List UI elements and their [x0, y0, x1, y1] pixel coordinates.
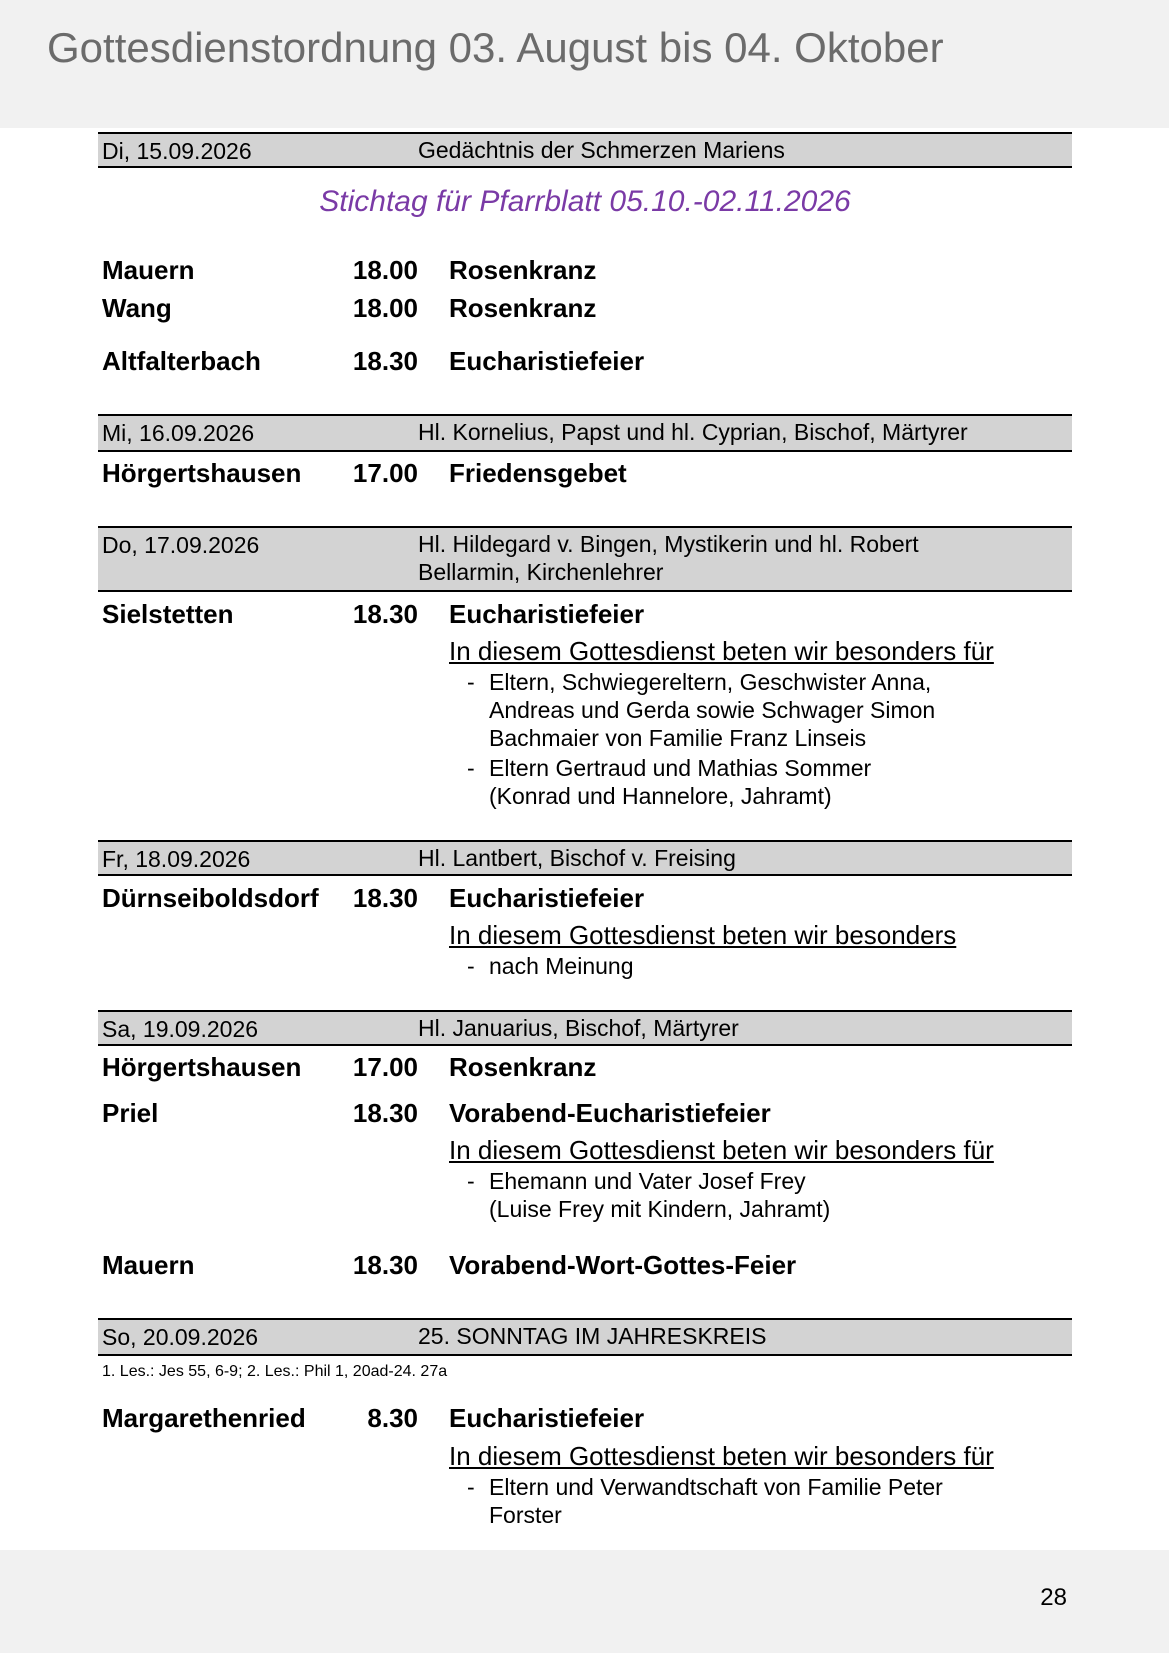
day-date: Mi, 16.09.2026: [102, 420, 255, 446]
service-time: 18.00: [352, 293, 418, 323]
intention-line: nach Meinung: [489, 953, 634, 979]
service-location: Mauern: [102, 255, 195, 285]
intention-line: (Konrad und Hannelore, Jahramt): [489, 783, 832, 809]
intention-line: (Luise Frey mit Kindern, Jahramt): [489, 1196, 831, 1222]
intention-item: - Eltern, Schwiegereltern, Geschwister Anna, Andreas und Gerda sowie Schwager Simon Bachmaier von Familie Franz Linseis: [467, 669, 936, 751]
service-location: Margarethenried: [102, 1403, 306, 1433]
intention-heading: In diesem Gottesdienst beten wir besonders für: [449, 636, 994, 666]
page-number: 28: [1040, 1584, 1067, 1611]
service-time: 18.00: [352, 255, 418, 285]
service-event: Eucharistiefeier: [449, 1403, 645, 1433]
day-date: Fr, 18.09.2026: [102, 846, 251, 872]
service-event: Friedensgebet: [449, 458, 627, 488]
intention-line: Eltern, Schwiegereltern, Geschwister Anna,: [489, 669, 932, 695]
service-location: Hörgertshausen: [102, 458, 302, 488]
day-date: Di, 15.09.2026: [102, 138, 252, 164]
day-feast: Bellarmin, Kirchenlehrer: [418, 559, 664, 585]
intention-line: Eltern und Verwandtschaft von Familie Peter: [489, 1474, 943, 1500]
service-event: Rosenkranz: [449, 1052, 597, 1082]
service-time: 17.00: [352, 458, 418, 488]
service-time: 18.30: [352, 346, 418, 376]
day-feast: 25. SONNTAG IM JAHRESKREIS: [418, 1323, 767, 1349]
service-location: Hörgertshausen: [102, 1052, 302, 1082]
intention-item: - Eltern und Verwandtschaft von Familie Peter Forster: [467, 1474, 943, 1528]
service-time: 18.30: [352, 883, 418, 913]
service-time: 18.30: [352, 1098, 418, 1128]
page-title: Gottesdienstordnung 03. August bis 04. Oktober: [47, 24, 944, 71]
intention-line: Bachmaier von Familie Franz Linseis: [489, 725, 867, 751]
service-location: Sielstetten: [102, 599, 234, 629]
service-event: Rosenkranz: [449, 255, 597, 285]
deadline-note: Stichtag für Pfarrblatt 05.10.-02.11.2026: [319, 185, 851, 218]
day-feast: Hl. Lantbert, Bischof v. Freising: [418, 845, 736, 871]
intention-item: - Eltern Gertraud und Mathias Sommer (Konrad und Hannelore, Jahramt): [467, 755, 872, 809]
intention-line: Eltern Gertraud und Mathias Sommer: [489, 755, 872, 781]
service-event: Eucharistiefeier: [449, 346, 645, 376]
service-location: Priel: [102, 1098, 159, 1128]
day-feast: Hl. Hildegard v. Bingen, Mystikerin und hl. Robert: [418, 531, 919, 557]
service-event: Eucharistiefeier: [449, 883, 645, 913]
intention-line: Andreas und Gerda sowie Schwager Simon: [489, 697, 936, 723]
intention-heading: In diesem Gottesdienst beten wir besonders für: [449, 1441, 994, 1471]
service-location: Dürnseiboldsdorf: [102, 883, 319, 913]
intention-heading: In diesem Gottesdienst beten wir besonders: [449, 920, 957, 950]
service-event: Vorabend-Eucharistiefeier: [449, 1098, 771, 1128]
day-date: Do, 17.09.2026: [102, 532, 260, 558]
service-location: Altfalterbach: [102, 346, 261, 376]
service-event: Eucharistiefeier: [449, 599, 645, 629]
intention-line: Ehemann und Vater Josef Frey: [489, 1168, 806, 1194]
day-header: [98, 414, 1072, 452]
day-header: [98, 132, 1072, 168]
day-date: So, 20.09.2026: [102, 1324, 259, 1350]
intention-heading: In diesem Gottesdienst beten wir besonders für: [449, 1135, 994, 1165]
intention-item: - nach Meinung: [467, 953, 634, 979]
service-time: 18.30: [352, 1250, 418, 1280]
day-feast: Hl. Januarius, Bischof, Märtyrer: [418, 1015, 739, 1041]
service-location: Mauern: [102, 1250, 195, 1280]
intention-item: - Ehemann und Vater Josef Frey (Luise Frey mit Kindern, Jahramt): [467, 1168, 831, 1222]
service-location: Wang: [102, 293, 172, 323]
day-feast: Hl. Kornelius, Papst und hl. Cyprian, Bischof, Märtyrer: [418, 419, 968, 445]
service-time: 18.30: [352, 599, 418, 629]
readings-note: 1. Les.: Jes 55, 6-9; 2. Les.: Phil 1, 20ad-24. 27a: [102, 1363, 448, 1380]
day-header: [98, 1318, 1072, 1356]
day-feast: Gedächtnis der Schmerzen Mariens: [418, 137, 785, 163]
service-event: Rosenkranz: [449, 293, 597, 323]
service-time: 8.30: [367, 1403, 418, 1433]
page-footer: [0, 1550, 1169, 1653]
intention-line: Forster: [489, 1502, 562, 1528]
day-header: [98, 840, 1072, 876]
day-header: [98, 1010, 1072, 1046]
service-event: Vorabend-Wort-Gottes-Feier: [449, 1250, 797, 1280]
day-date: Sa, 19.09.2026: [102, 1016, 259, 1042]
day-header: [98, 526, 1072, 592]
page-header: [0, 0, 1169, 128]
service-time: 17.00: [352, 1052, 418, 1082]
